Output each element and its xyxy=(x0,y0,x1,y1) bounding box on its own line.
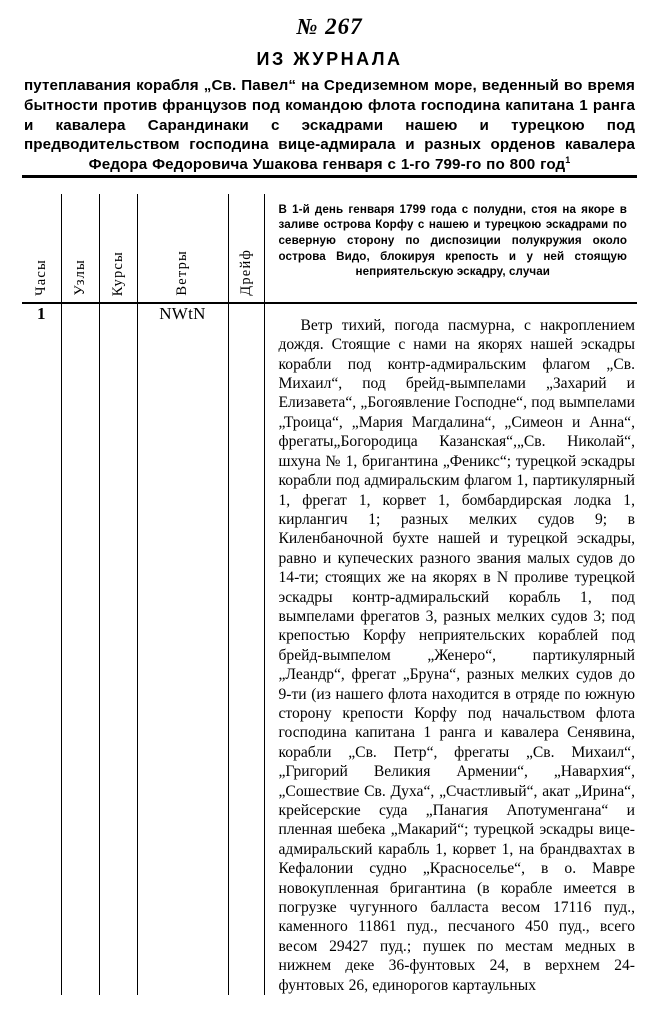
document-subtitle xyxy=(24,76,635,175)
column-header-drift-label: Дрейф xyxy=(237,249,254,296)
cell-course xyxy=(99,304,137,995)
journal-table-body xyxy=(22,304,637,995)
column-header-drift xyxy=(228,194,264,302)
document-kind-heading: ИЗ ЖУРНАЛА xyxy=(256,49,403,70)
document-subtitle-text: путеплавания корабля „Св. Павел“ на Средиземном море, веденный во время бытности против французов под командою флота господина капитана 1 ранга и кавалера Сарандинаки с эскадрами нашею и турецкою под предводительством господина вице-адмирала и разных орденов кавалера Федора Федоровича Ушакова генваря с 1-го 799-го по 800 год xyxy=(24,77,635,174)
cell-entry xyxy=(264,304,637,995)
journal-table xyxy=(22,194,637,302)
column-header-wind xyxy=(137,194,228,302)
footnote-marker: 1 xyxy=(565,155,571,166)
column-header-knots-label: Узлы xyxy=(71,259,88,296)
column-header-hours-label: Часы xyxy=(32,259,49,296)
column-header-course-label: Курсы xyxy=(109,250,126,296)
table-header-row xyxy=(22,194,637,302)
column-header-course xyxy=(99,194,137,302)
table-header-note: В 1-й день генваря 1799 года с полудни, стоя на якоре в заливе острова Корфу с нашею и турецкою эскадрами по северную сторону по диспозиции полукружия около острова Видо, блокируя крепость и у ней стоящую неприятельскую эскадру, случаи xyxy=(278,202,627,279)
column-header-knots xyxy=(61,194,99,302)
document-number: № 267 xyxy=(296,14,363,39)
table-row xyxy=(22,304,637,995)
column-header-hours xyxy=(22,194,61,302)
cell-drift xyxy=(228,304,264,995)
document-page xyxy=(0,14,659,1014)
table-top-rule xyxy=(22,175,637,178)
cell-hours: 1 xyxy=(22,304,61,995)
table-header-note-cell xyxy=(264,194,637,302)
column-header-wind-label: Ветры xyxy=(174,250,190,296)
cell-wind: NWtN xyxy=(137,304,228,995)
cell-knots xyxy=(61,304,99,995)
journal-entry-text: Ветр тихий, погода пасмурна, с накроплением дождя. Стоящие с нами на якорях нашей эскадры корабли под контр-адмиральским флагом „Св. Михаил“, под брейд-вымпелами „Захарий и Елизавета“, „Богоявление Господне“, под вымпелами „Троица“, „Мария Магдалина“, „Симеон и Анна“, фрегаты„Богородица Казанская“,„Св. Николай“, шхуна № 1, бригантина „Феникс“; турецкой эскадры корабли под адмиральским флагом 1, партикулярный 1, фрегат 1, корвет 1, бомбардирская лодка 1, кирлангич 1; разных мелких судов 9; в Киленбаночной бухте нашей и турецкой эскадры, равно и купеческих разного звания малых судов до 14-ти; стоящих же на якорях в N проливе турецкой эскадры контр-адмиральский корабль 1, под вымпелами фрегатов 3, разных мелких судов 3; под крепостью Корфу неприятельских кораблей под брейд-вымпелом „Женеро“, партикулярный „Леандр“, фрегат „Бруна“, разных мелких судов до 9-ти (из нашего флота находится в отряде по южную сторону крепости Корфу под начальством флота господина капитана 1 ранга и кавалера Сенявина, корабли „Св. Петр“, фрегаты „Св. Михаил“, „Григорий Великия Армении“, „Навархия“, „Сошествие Св. Духа“, „Счастливый“, акат „Ирина“, крейсерские суда „Панагия Апотуменгана“ и пленная шебека „Макарий“; турецкой эскадры вице-адмиральский карабль 1, корвет 1, на брандвахтах в Кефалонии судно „Красноселье“, в о. Мавре новокупленная бригантина (в корабле имеется в погрузке чугунного балласта весом 17116 пуд., каменного 11861 пуд., песчаного 450 пуд., всего весом 29427 пуд.; пушек по местам медных в нижнем деке 36-фунтовых 24, в верхнем 24-фунтовых 26, единорогов картаульных xyxy=(278,316,635,994)
